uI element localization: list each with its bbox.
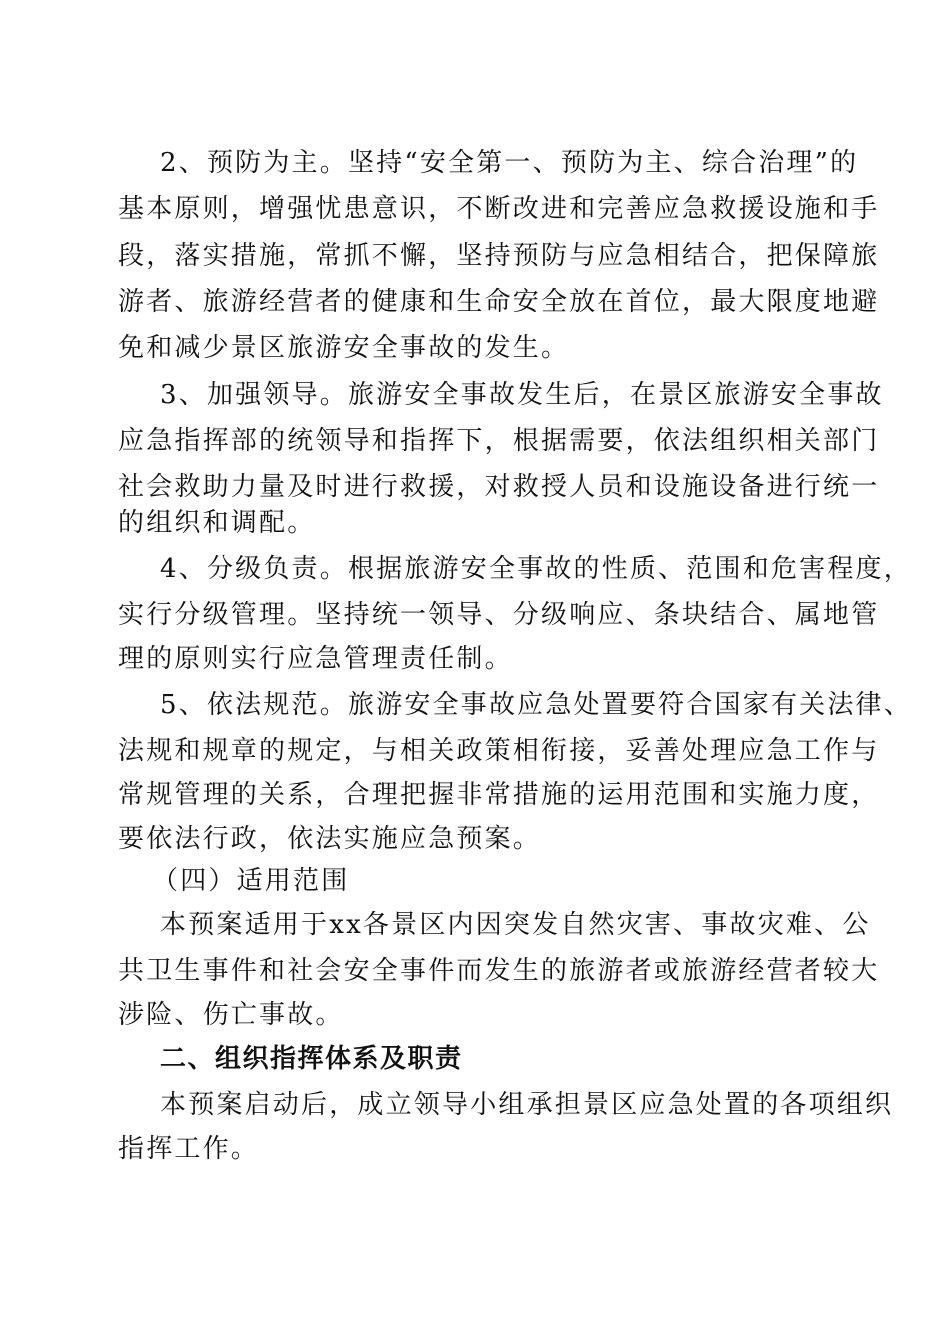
section-heading-scope: （四）适用范围 [152,866,350,896]
paragraph-5-line-2: 法规和规章的规定，与相关政策相衔接，妥善处理应急工作与 [118,736,880,766]
paragraph-5-line-3: 常规管理的关系，合理把握非常措施的运用范围和实施力度， [118,780,880,810]
scope-paragraph-line-2: 共卫生事件和社会安全事件而发生的旅游者或旅游经营者较大 [118,956,880,986]
paragraph-3-line-2: 应急指挥部的统领导和指挥下，根据需要，依法组织相关部门 [118,426,880,456]
paragraph-3-line-4: 的组织和调配。 [118,508,316,538]
paragraph-4-line-1: 4、分级负责。根据旅游安全事故的性质、范围和危害程度， [160,554,912,584]
paragraph-2-line-2: 基本原则，增强忧患意识，不断改进和完善应急救援设施和手 [118,194,880,224]
scope-paragraph-line-1: 本预案适用于xx各景区内因突发自然灾害、事故灾难、公 [160,910,871,940]
paragraph-2-line-4: 游者、旅游经营者的健康和生命安全放在首位，最大限度地避 [118,287,880,317]
paragraph-3-line-3: 社会救助力量及时进行救援，对救授人员和设施设备进行统一 [118,472,880,502]
paragraph-5-line-1: 5、依法规范。旅游安全事故应急处置要符合国家有关法律、 [160,690,912,720]
organization-paragraph-line-2: 指挥工作。 [118,1134,260,1164]
paragraph-4-line-2: 实行分级管理。坚持统一领导、分级响应、条块结合、属地管 [118,600,880,630]
organization-paragraph-line-1: 本预案启动后，成立领导小组承担景区应急处置的各项组织 [160,1090,894,1120]
paragraph-3-line-1: 3、加强领导。旅游安全事故发生后，在景区旅游安全事故 [160,380,884,410]
section-heading-organization: 二、组织指挥体系及职责 [160,1044,463,1074]
paragraph-4-line-3: 理的原则实行应急管理责任制。 [118,644,513,674]
paragraph-2-line-5: 免和减少景区旅游安全事故的发生。 [118,333,570,363]
paragraph-5-line-4: 要依法行政，依法实施应急预案。 [118,824,542,854]
paragraph-2-line-1: 2、预防为主。坚持“安全第一、预防为主、综合治理”的 [160,148,859,178]
scope-paragraph-line-3: 涉险、伤亡事故。 [118,1000,344,1030]
paragraph-2-line-3: 段，落实措施，常抓不懈，坚持预防与应急相结合，把保障旅 [118,241,880,271]
